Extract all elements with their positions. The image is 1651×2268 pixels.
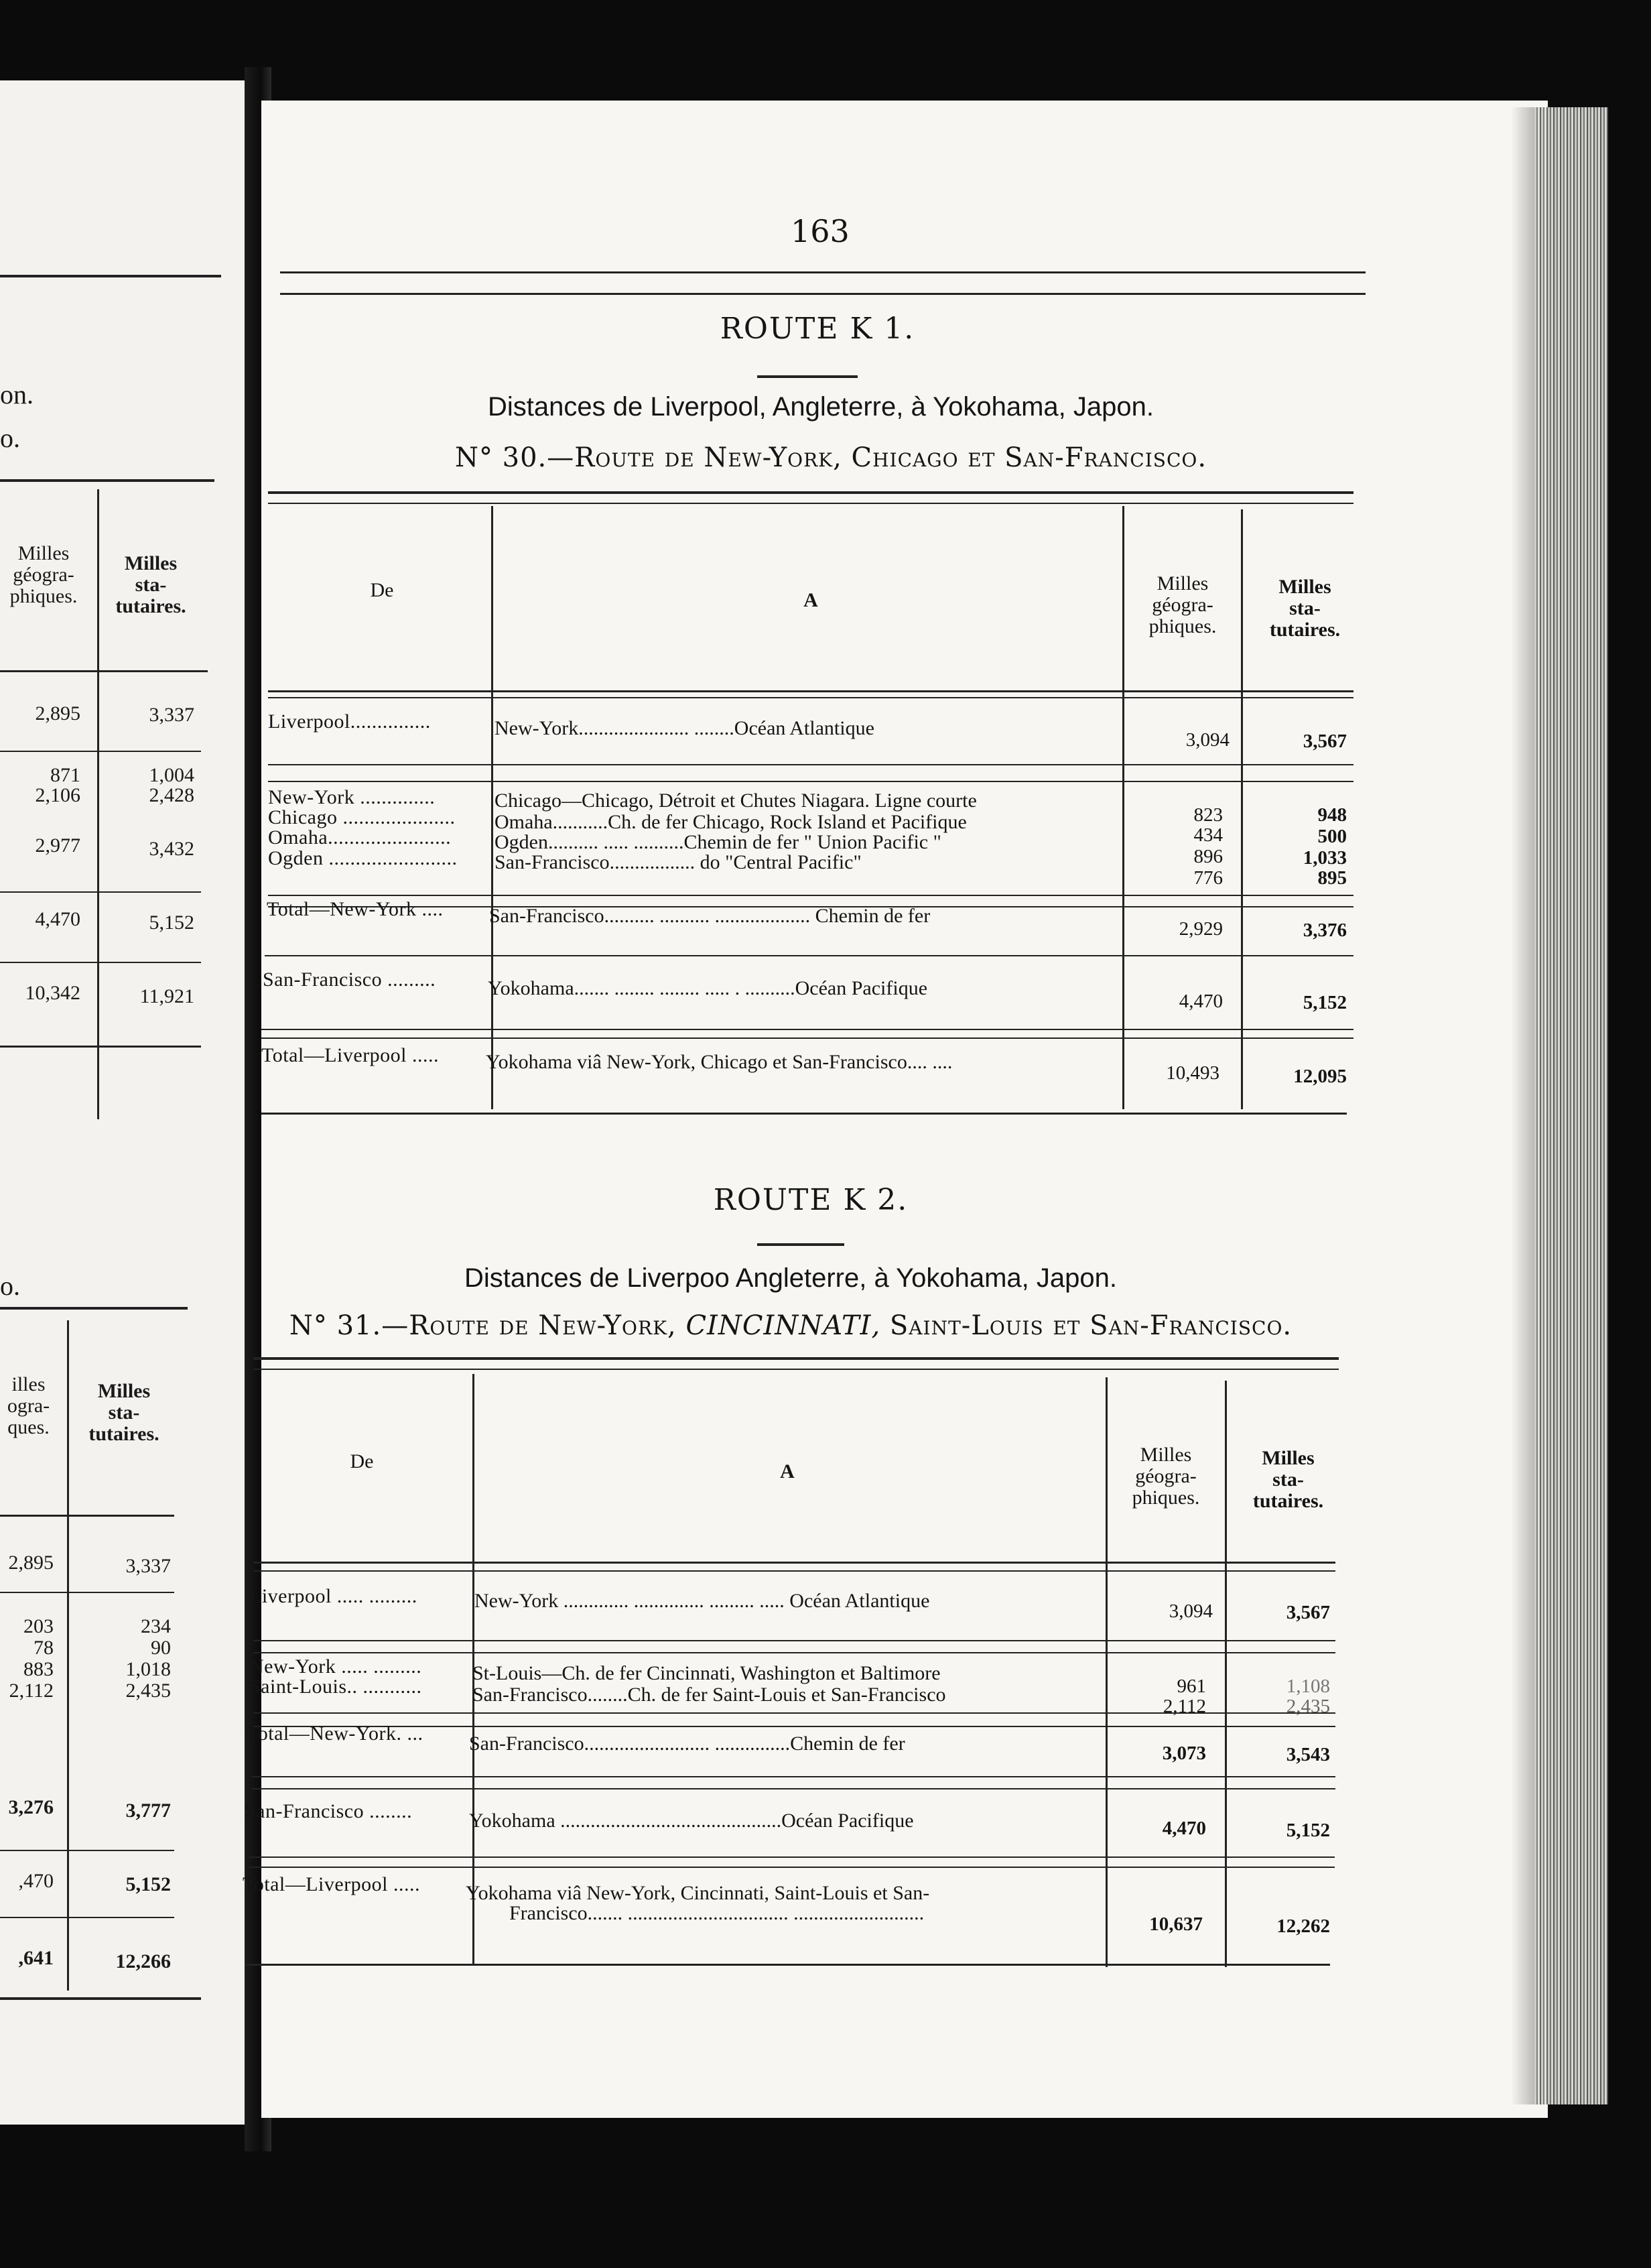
header-stat: Milles sta- tutaires. [1269, 576, 1341, 641]
row-to: San-Francisco......................... ...............Chemin de fer [469, 1732, 905, 1755]
left-rule [0, 751, 201, 752]
left-rule [0, 1307, 188, 1310]
subtitle-suffix: Saint-Louis et San-Francisco. [889, 1310, 1293, 1341]
row-rule [253, 1640, 1335, 1641]
row-from: New-York ..... ......... [249, 1655, 422, 1678]
row-geo: 776 [1193, 867, 1223, 889]
row-to: St-Louis—Ch. de fer Cincinnati, Washington et Baltimore [472, 1662, 941, 1684]
left-stat-value: 11,921 [139, 985, 194, 1007]
row-geo: 3,094 [1185, 729, 1230, 751]
left-geo-value: ,470 [18, 1870, 54, 1892]
row-from: Omaha....................... [268, 826, 452, 848]
header-geo: Milles géogra- phiques. [1148, 572, 1217, 637]
header-rule [253, 1570, 1335, 1572]
row-rule [253, 1712, 1335, 1714]
left-geo-value: 4,470 [35, 908, 80, 930]
left-geo-value: 203 [23, 1615, 54, 1637]
header-rule [268, 690, 1353, 692]
left-stat-value: 3,337 [149, 704, 194, 726]
left-geo-value: 2,895 [35, 702, 80, 724]
route-k2-title: ROUTE K 2. [713, 1183, 909, 1217]
row-stat: 3,567 [1286, 1602, 1330, 1623]
header-rule [280, 271, 1366, 273]
left-geo-value: 10,342 [25, 982, 80, 1004]
row-geo: 961 [1177, 1676, 1206, 1697]
row-rule [261, 1029, 1353, 1030]
left-rule [0, 1592, 174, 1593]
left-stat-value: 234 [141, 1615, 171, 1637]
left-rule [0, 670, 208, 672]
row-to-continued: Francisco....... ................................ .......................... [509, 1902, 925, 1924]
row-to: Yokohama viâ New-York, Chicago et San-Francisco.... .... [486, 1051, 953, 1073]
row-stat: 5,152 [1286, 1820, 1330, 1841]
left-rule [0, 1850, 174, 1851]
left-stat-value: 1,018 [125, 1658, 171, 1680]
row-to: New-York ............. .............. ......... ..... Océan Atlantique [474, 1590, 930, 1612]
row-rule [249, 1867, 1335, 1868]
row-to: San-Francisco.......... .......... ................... Chemin de fer [489, 905, 931, 927]
row-geo: 10,493 [1166, 1062, 1219, 1084]
header-rule [253, 1562, 1335, 1564]
header-to: A [803, 589, 818, 611]
left-geo-value: 2,106 [35, 784, 80, 806]
route-k1-distances: Distances de Liverpool, Angleterre, à Yokohama, Japon. [488, 392, 1154, 422]
left-geo-value: ,641 [18, 1947, 54, 1969]
row-geo: 823 [1193, 804, 1223, 826]
row-geo: 4,470 [1179, 991, 1223, 1012]
table-bottom-rule [261, 1113, 1347, 1115]
left-geo-value: 2,112 [9, 1680, 54, 1702]
row-to: Chicago—Chicago, Détroit et Chutes Niagara. Ligne courte [494, 790, 977, 812]
left-rule [0, 479, 214, 482]
column-rule [1122, 506, 1124, 1109]
row-from: New-York .............. [268, 786, 436, 808]
row-from: San-Francisco ......... [263, 968, 436, 991]
route-k2-distances: Distances de Liverpoo Angleterre, à Yokohama, Japon. [464, 1263, 1117, 1293]
left-rule [0, 1515, 174, 1517]
row-rule [268, 764, 1353, 765]
row-from: Chicago ..................... [268, 806, 456, 828]
left-rule [0, 1046, 201, 1048]
section-rule [268, 503, 1353, 504]
subtitle-prefix: N° 31.—Route de New-York, [289, 1310, 677, 1341]
row-stat: 948 [1317, 804, 1347, 826]
header-to: A [780, 1460, 795, 1483]
left-header-geo: illes ogra- ques. [7, 1373, 50, 1438]
left-header-stat: Milles sta- tutaires. [88, 1380, 159, 1445]
left-stat-value: 5,152 [125, 1873, 171, 1895]
row-stat: 2,435 [1286, 1696, 1330, 1717]
left-rule [0, 891, 201, 893]
left-top-rule [0, 275, 221, 277]
left-geo-value: 871 [50, 764, 80, 786]
column-rule [491, 506, 493, 1109]
section-rule [253, 1369, 1339, 1370]
row-rule [265, 955, 1353, 956]
row-geo: 3,073 [1162, 1743, 1206, 1764]
left-stat-value: 2,428 [149, 784, 194, 806]
row-to: Omaha...........Ch. de fer Chicago, Rock Island et Pacifique [494, 811, 967, 833]
row-from: Total—Liverpool ..... [243, 1873, 421, 1895]
row-from: Liverpool............... [268, 710, 431, 733]
left-stat-value: 3,432 [149, 838, 194, 860]
header-rule [268, 697, 1353, 698]
row-stat: 895 [1317, 867, 1347, 889]
row-geo: 10,637 [1149, 1913, 1203, 1935]
row-stat: 5,152 [1303, 992, 1347, 1013]
row-from: San-Francisco ........ [245, 1800, 413, 1822]
left-geo-value: 3,276 [8, 1796, 54, 1818]
book-page-edges [1534, 107, 1608, 2104]
row-stat: 3,376 [1303, 920, 1347, 941]
row-geo: 2,112 [1163, 1696, 1206, 1717]
section-rule [268, 491, 1353, 494]
row-from: Liverpool ..... ......... [249, 1585, 417, 1607]
row-from: Total—New-York. ... [247, 1722, 423, 1745]
row-to: Yokohama ............................................Océan Pacifique [469, 1810, 914, 1832]
row-to: Ogden.......... ..... ..........Chemin de fer " Union Pacific " [494, 831, 941, 853]
row-geo: 4,470 [1162, 1818, 1206, 1839]
left-stat-value: 2,435 [125, 1680, 171, 1702]
header-stat: Milles sta- tutaires. [1252, 1447, 1324, 1512]
row-stat: 3,543 [1286, 1744, 1330, 1765]
left-geo-value: 2,977 [35, 834, 80, 857]
row-to: San-Francisco................. do "Central Pacific" [494, 851, 862, 873]
left-heading-fragment: o. [0, 423, 20, 453]
left-page [0, 80, 249, 2125]
row-stat: 1,033 [1303, 847, 1347, 869]
row-from: Total—New-York .... [267, 898, 444, 920]
left-header-stat: Milles sta- tutaires. [115, 552, 186, 617]
row-rule [253, 1652, 1335, 1653]
row-to: Yokohama....... ........ ........ ..... . ..........Océan Pacifique [488, 977, 928, 999]
header-rule [280, 293, 1366, 295]
left-geo-value: 883 [23, 1658, 54, 1680]
header-from: De [370, 579, 394, 601]
route-k1-title: ROUTE K 1. [720, 312, 915, 346]
row-to: San-Francisco........Ch. de fer Saint-Louis et San-Francisco [472, 1684, 946, 1706]
column-rule [1106, 1377, 1108, 1967]
row-rule [261, 1037, 1353, 1039]
header-geo: Milles géogra- phiques. [1132, 1444, 1200, 1509]
row-rule [251, 1788, 1335, 1789]
left-stat-value: 3,777 [125, 1800, 171, 1822]
left-rule [0, 1997, 201, 2000]
table-bottom-rule [245, 1964, 1330, 1966]
row-from: Saint-Louis.. ........... [249, 1676, 422, 1698]
left-column-rule [97, 489, 99, 1119]
row-from: Total—Liverpool ..... [261, 1044, 440, 1066]
row-to: Yokohama viâ New-York, Cincinnati, Saint-Louis et San- [466, 1882, 930, 1904]
subtitle-italic: CINCINNATI, [685, 1310, 881, 1341]
left-stat-value: 3,337 [125, 1555, 171, 1577]
header-from: De [350, 1450, 374, 1472]
route-k2-subtitle [275, 1310, 1307, 1341]
route-k1-subtitle: N° 30.—Route de New-York, Chicago et San-Francisco. [454, 442, 1207, 473]
row-geo: 2,929 [1179, 918, 1223, 940]
left-heading-fragment: on. [0, 379, 34, 410]
page-number: 163 [791, 213, 850, 249]
row-from: Ogden ........................ [268, 847, 458, 869]
row-geo: 3,094 [1169, 1600, 1213, 1622]
left-header-geo: Milles géogra- phiques. [9, 542, 78, 607]
row-stat: 12,262 [1276, 1915, 1330, 1937]
row-rule [268, 781, 1353, 782]
left-heading-fragment: o. [0, 1271, 20, 1301]
row-rule [251, 1776, 1335, 1777]
row-stat: 12,095 [1293, 1066, 1347, 1087]
left-rule [0, 962, 201, 963]
row-stat: 1,108 [1286, 1676, 1330, 1697]
left-column-rule [67, 1320, 69, 1991]
left-stat-value: 90 [151, 1637, 171, 1659]
row-geo: 896 [1193, 846, 1223, 867]
left-stat-value: 1,004 [149, 764, 194, 786]
section-rule [253, 1357, 1339, 1360]
title-dash [757, 375, 858, 378]
left-rule [0, 1917, 174, 1918]
row-rule [249, 1856, 1335, 1858]
row-geo: 434 [1193, 824, 1223, 846]
title-dash [757, 1243, 844, 1246]
left-stat-value: 12,266 [115, 1950, 171, 1972]
left-geo-value: 2,895 [8, 1552, 54, 1574]
row-stat: 500 [1317, 826, 1347, 847]
row-rule [268, 895, 1353, 896]
row-stat: 3,567 [1303, 731, 1347, 752]
left-stat-value: 5,152 [149, 911, 194, 934]
row-to: New-York...................... ........Océan Atlantique [494, 717, 874, 739]
left-geo-value: 78 [34, 1637, 54, 1659]
